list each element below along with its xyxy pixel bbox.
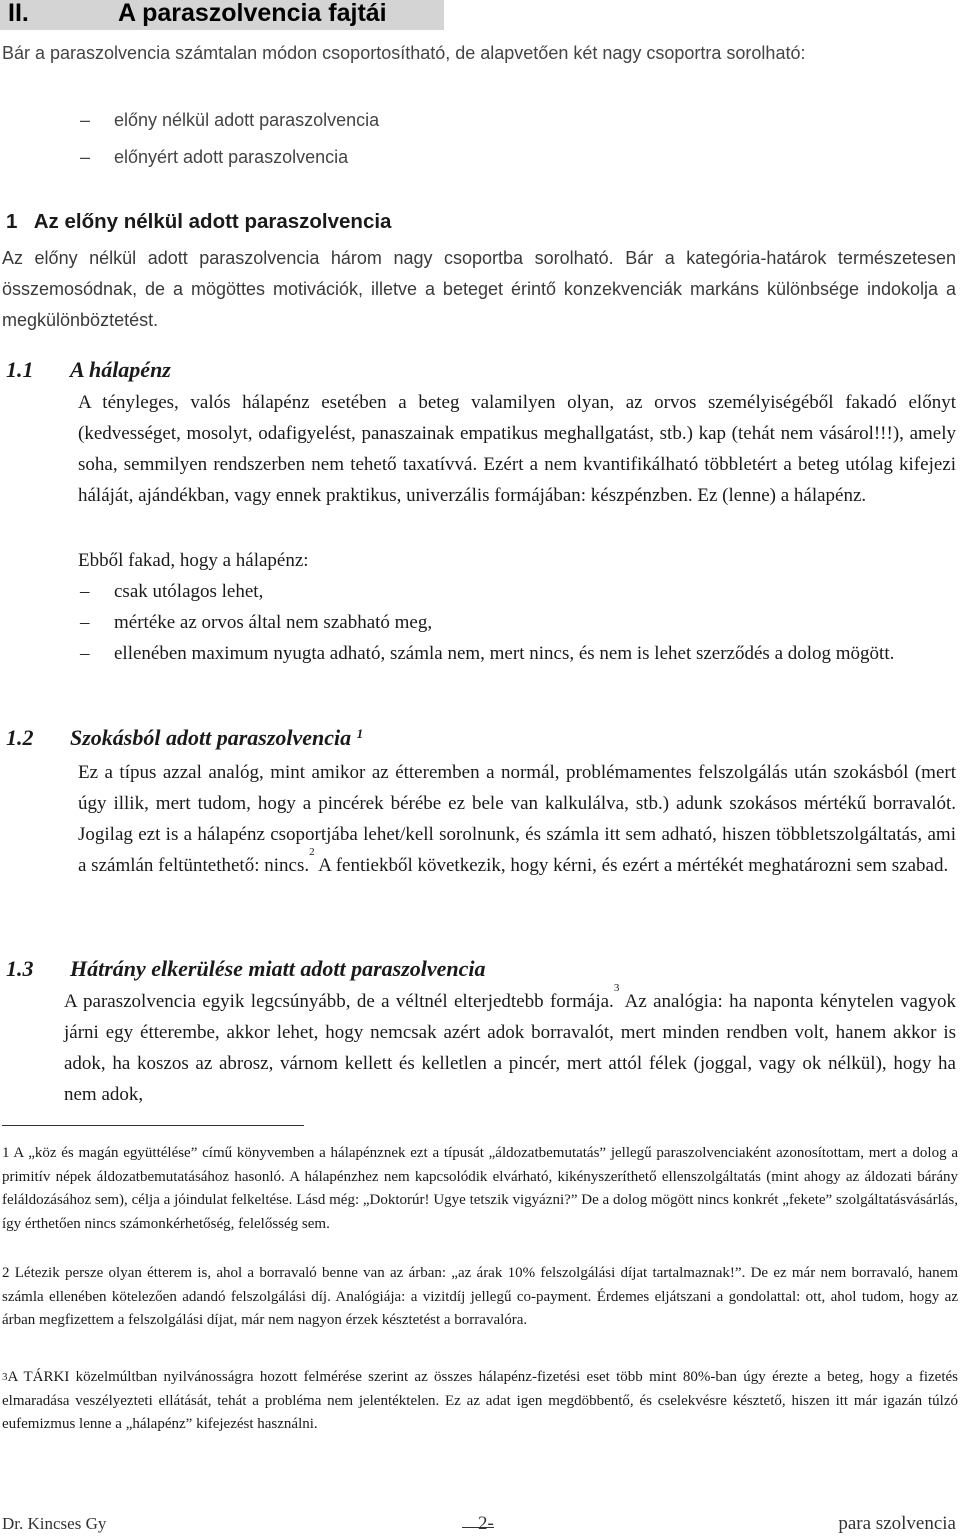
- chapter-heading: [0, 0, 444, 30]
- chapter-title: A paraszolvencia fajtái: [118, 0, 387, 27]
- chapter-number: II.: [8, 0, 29, 27]
- intro-bullet-list: [80, 102, 940, 176]
- list-item: – csak utólagos lehet,: [80, 576, 956, 607]
- section-1-paragraph: Az előny nélkül adott paraszolvencia három nagy csoportba sorolható. Bár a kategória-határok természetesen összemosódnak, de a mögöttes motivációk, illetve a beteget érintő konzekvenciák markáns különbsége indokolja a megkülönböztetést.: [2, 248, 956, 330]
- list-item: – mértéke az orvos által nem szabható meg,: [80, 607, 956, 638]
- footnote-divider: [2, 1125, 304, 1126]
- dash-icon: –: [80, 147, 91, 167]
- section-1-3-paragraph: A paraszolvencia egyik legcsúnyább, de a véltnél elterjedtebb formája.$^3$ Az analógia: ha naponta kénytelen vagyok járni egy étterembe, akkor lehet, hogy nemcsak azért adok borravalót, mert minden rendben volt, hanem akkor is adok, ha koszos az abrosz, várnom kellett és kelletlen a pincér, mert attól félek (joggal, vagy ok nélkül), hogy ha nem adok,: [64, 982, 956, 1105]
- dash-icon: –: [80, 643, 90, 664]
- footnote-3: $^3$A TÁRKI közelmúltban nyilvánosságra hozott felmérése szerint az összes hálapénz-fizetési eset több mint 80%-ban úgy érezte a beteg, hogy a fizetés elmaradása veszélyezteti ellátását, tehát a probléma nem jelentéktelen. Ez az adat igen megdöbbentő, és cselekvésre késztető, hiszen itt már igazán túlzó eufemizmus lenne a „hálapénz” kifejezést használni.: [2, 1369, 958, 1432]
- section-heading-1-2: 1.2 Szokásból adott paraszolvencia $^1$: [6, 725, 364, 750]
- footer-title: para szolvencia: [838, 1513, 956, 1534]
- dash-icon: –: [80, 581, 90, 602]
- section-heading-1-1: 1.1 A hálapénz: [6, 357, 171, 382]
- footer-author: Dr. Kincses Gy: [2, 1514, 107, 1533]
- section-1-1-lead: Ebből fakad, hogy a hálapénz:: [78, 550, 309, 571]
- footnote-1: 1 A „köz és magán együttélése” című könyvemben a hálapénznek ezt a típusát „áldozatbemutatás” jellegű paraszolvenciaként azonosítottam, mert a dolog a primitív népek áldozatbemutatásához hasonló. A hálapénzhez nem kapcsolódik elvárható, kikényszeríthető ellenszolgáltatás (mint ahogy az áldozati bárány feláldozásához sem), célja a jóindulat felkeltése. Lásd még: „Doktorúr! Ugye tetszik vigyázni?” De a dolog mögött nincs konkrét „fekete” szolgáltatásvásárlás, így érthetően nincs számonkérhetőség, felelősség sem.: [2, 1145, 958, 1232]
- halapenz-bullet-list: [80, 576, 956, 669]
- list-item: – előny nélkül adott paraszolvencia: [80, 102, 940, 139]
- dash-icon: –: [80, 612, 90, 633]
- footnote-ref: 3: [613, 982, 620, 994]
- footnote-2: 2 Létezik persze olyan étterem is, ahol a borravaló benne van az árban: „az árak 10% felszolgálási díjat tartalmaznak!”. De ez már nem borravaló, hanem számla ellenében kötelezően adandó felszolgálási díj. Analógiája: a vizitdíj jellegű co-payment. Érdemes eljátszani a gondolattal: ott, ahol tudom, hogy az árban megfizettem a felszolgálási díjat, már nem nagyon érzek késztetést a borravalóra.: [2, 1265, 958, 1328]
- footer-page-number: 2-: [478, 1513, 494, 1534]
- dash-icon: –: [80, 110, 91, 130]
- section-heading-1-3: 1.3 Hátrány elkerülése miatt adott paraszolvencia: [6, 956, 486, 981]
- section-heading-1: 1 Az előny nélkül adott paraszolvencia: [6, 210, 392, 233]
- list-item: – előnyért adott paraszolvencia: [80, 139, 940, 176]
- intro-paragraph: Bár a paraszolvencia számtalan módon csoportosítható, de alapvetően két nagy csoportra sorolható:: [2, 43, 806, 63]
- section-1-2-paragraph: Ez a típus azzal analóg, mint amikor az étteremben a normál, problémamentes felszolgálás után szokásból (mert úgy illik, mert tudom, hogy a pincérek bérébe ez bele van kalkulálva, stb.) adunk szokásos mértékű borravalót. Jogilag ezt is a hálapénz csoportjába lehet/kell sorolnunk, és számla itt sem adható, hiszen többletszolgáltatás, ami a számlán feltüntethető: nincs.$^2$ A fentiekből következik, hogy kérni, és ezért a mértékét meghatározni sem szabad.: [78, 762, 956, 876]
- footnote-ref: 1: [356, 726, 364, 741]
- footnote-ref: 2: [309, 846, 315, 858]
- section-1-1-paragraph: A tényleges, valós hálapénz esetében a beteg valamilyen olyan, az orvos személyiségéből fakadó előnyt (kedvességet, mosolyt, odafigyelést, panaszainak empatikus meghallgatást, stb.) kap (tehát nem vásárol!!!), amely soha, semmilyen rendszerben nem tehető taxatívvá. Ezért a nem kvantifikálható többletért a beteg utólag kifejezi háláját, ajándékban, vagy ennek praktikus, univerzális formájában: készpénzben. Ez (lenne) a hálapénz.: [78, 392, 956, 506]
- list-item: – ellenében maximum nyugta adható, számla nem, mert nincs, és nem is lehet szerződés a dolog mögött.: [80, 638, 956, 669]
